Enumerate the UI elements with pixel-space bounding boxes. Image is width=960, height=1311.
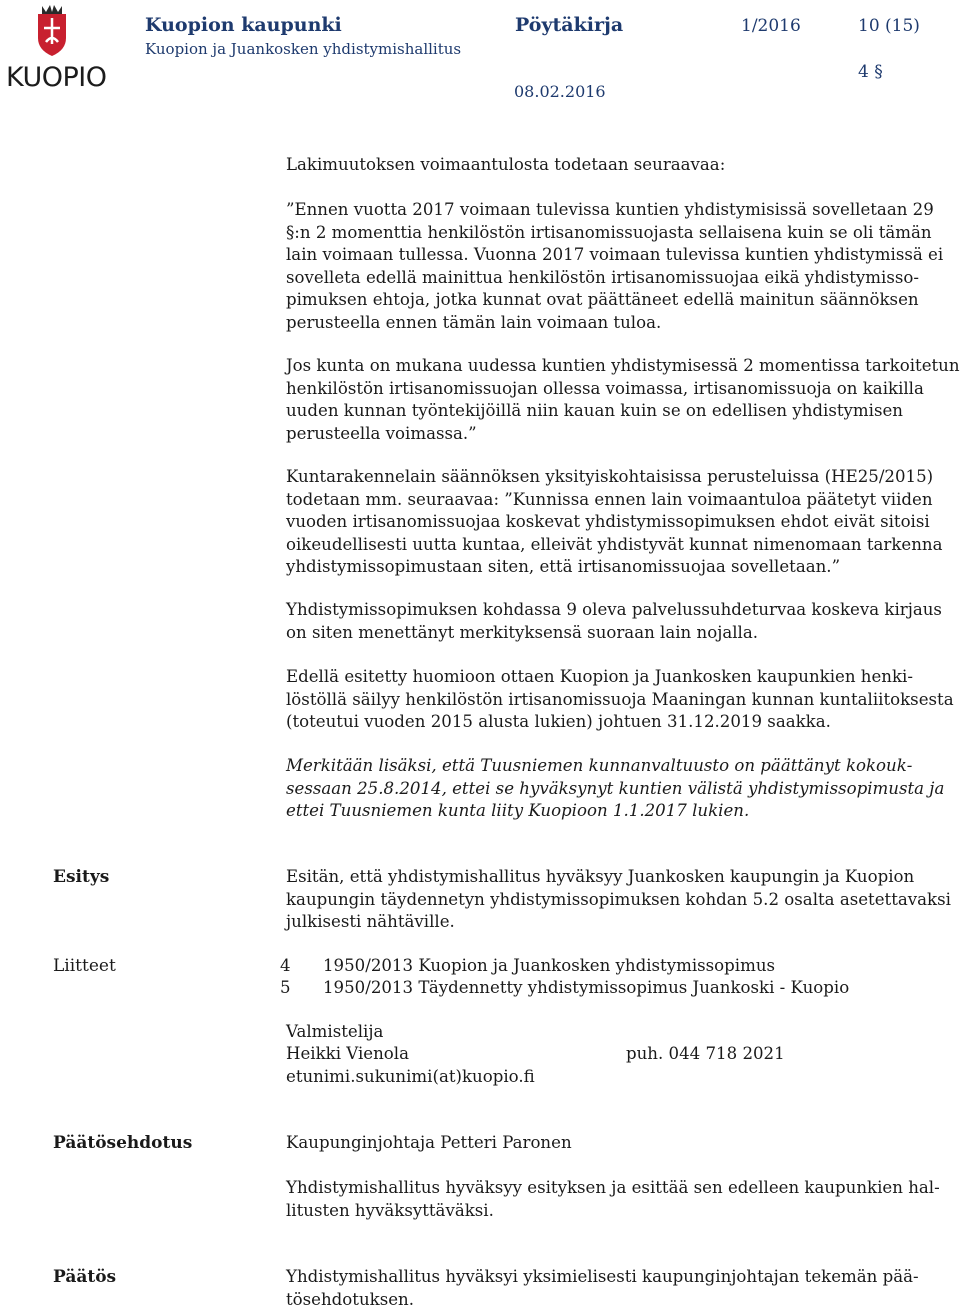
preparer-name: Heikki Vienola — [286, 1044, 409, 1063]
attachment-number: 5 — [280, 978, 291, 997]
esitys-label: Esitys — [53, 867, 110, 887]
logo-wordmark: KUOPIO — [6, 62, 107, 93]
paragraph-note: Merkitään lisäksi, että Tuusniemen kunnanvaltuusto on päättänyt kokouksessaan 25.8.2014, ettei se hyväksynyt kuntien välistä yhdistymissopimusta ja ettei Tuusniemen kunta liity Kuopioon 1.1.2017 lukien. — [286, 756, 945, 820]
attachment-title: 1950/2013 Täydennetty yhdistymissopimus Juankoski - Kuopio — [323, 978, 850, 997]
paragraph-intro: Lakimuutoksen voimaantulosta todetaan seuraavaa: — [286, 155, 726, 174]
meeting-date: 08.02.2016 — [514, 82, 606, 101]
section-number: 4 § — [858, 62, 883, 82]
attachment-number: 4 — [280, 956, 291, 975]
paragraph-justification: Kuntarakennelain säännöksen yksityiskohtaisissa perusteluissa (HE25/2015) todetaan mm. seuraavaa: ”Kunnissa ennen lain voimaantuloa päätetyt viiden vuoden irtisanomissuojaa koskevat yhdistymissopimuksen ehdot eivät sitoisi oikeudellisesti uutta kuntaa, elleivät yhdistyvät kunnat nimenomaan tarkenna yhdistymissopimustaan siten, että irtisanomissuojaa sovelletaan.” — [286, 467, 943, 576]
preparer-email: etunimi.sukunimi(at)kuopio.fi — [286, 1067, 535, 1086]
paatosehdotus-label: Päätösehdotus — [53, 1133, 193, 1153]
preparer-title: Valmistelija — [286, 1022, 384, 1041]
paragraph-quote-2: Jos kunta on mukana uudessa kuntien yhdistymisessä 2 momentissa tarkoitetun henkilöstön irtisanomissuojan ollessa voimassa, irtisanomissuoja on kaikilla uuden kunnan työntekijöillä niin kauan kuin se on edellisen yhdistymisen perusteella voimassa.” — [286, 356, 960, 443]
paatos-label: Päätös — [53, 1267, 117, 1287]
kuopio-logo — [4, 4, 107, 96]
paatosehdotus-text: Yhdistymishallitus hyväksyy esityksen ja esittää sen edelleen kaupunkien hallitusten hyväksyttäväksi. — [286, 1178, 940, 1220]
liitteet-label: Liitteet — [53, 956, 116, 976]
proposer: Kaupunginjohtaja Petteri Paronen — [286, 1133, 572, 1152]
board-name: Kuopion ja Juankosken yhdistymishallitus — [145, 40, 462, 58]
attachment-title: 1950/2013 Kuopion ja Juankosken yhdistymissopimus — [323, 956, 776, 975]
coat-of-arms-icon — [34, 4, 70, 60]
preparer-phone: puh. 044 718 2021 — [626, 1044, 785, 1063]
paragraph-agreement: Yhdistymissopimuksen kohdassa 9 oleva palvelussuhdeturvaa koskeva kirjaus on siten menettänyt merkityksensä suoraan lain nojalla. — [286, 600, 942, 642]
document-number: 1/2016 — [741, 16, 801, 36]
paragraph-protection: Edellä esitetty huomioon ottaen Kuopion ja Juankosken kaupunkien henkilöstöllä säilyy henkilöstön irtisanomissuoja Maaningan kunnan kuntaliitoksesta (toteutui vuoden 2015 alusta lukien) johtuen 31.12.2019 saakka. — [286, 667, 954, 731]
document-type: Pöytäkirja — [515, 14, 624, 36]
organization-name: Kuopion kaupunki — [145, 14, 342, 36]
page-number: 10 (15) — [858, 16, 920, 36]
paatos-text: Yhdistymishallitus hyväksyi yksimielisesti kaupunginjohtajan tekemän päätösehdotuksen. — [286, 1267, 919, 1309]
paragraph-quote-1: ”Ennen vuotta 2017 voimaan tulevissa kuntien yhdistymisissä sovelletaan 29 §:n 2 momenttia henkilöstön irtisanomissuojasta sellaisena kuin se oli tämän lain voimaan tullessa. Vuonna 2017 voimaan tulevissa kuntien yhdistymissä ei sovelleta edellä mainittua henkilöstön irtisanomissuojaa eikä yhdistymissopimuksen ehtoja, jotka kunnat ovat päättäneet edellä mainitun säännöksen perusteella ennen tämän lain voimaan tuloa. — [286, 200, 944, 332]
esitys-text: Esitän, että yhdistymishallitus hyväksyy Juankosken kaupungin ja Kuopion kaupungin täydennetyn yhdistymissopimuksen kohdan 5.2 osalta asetettavaksi julkisesti nähtäville. — [286, 867, 951, 931]
